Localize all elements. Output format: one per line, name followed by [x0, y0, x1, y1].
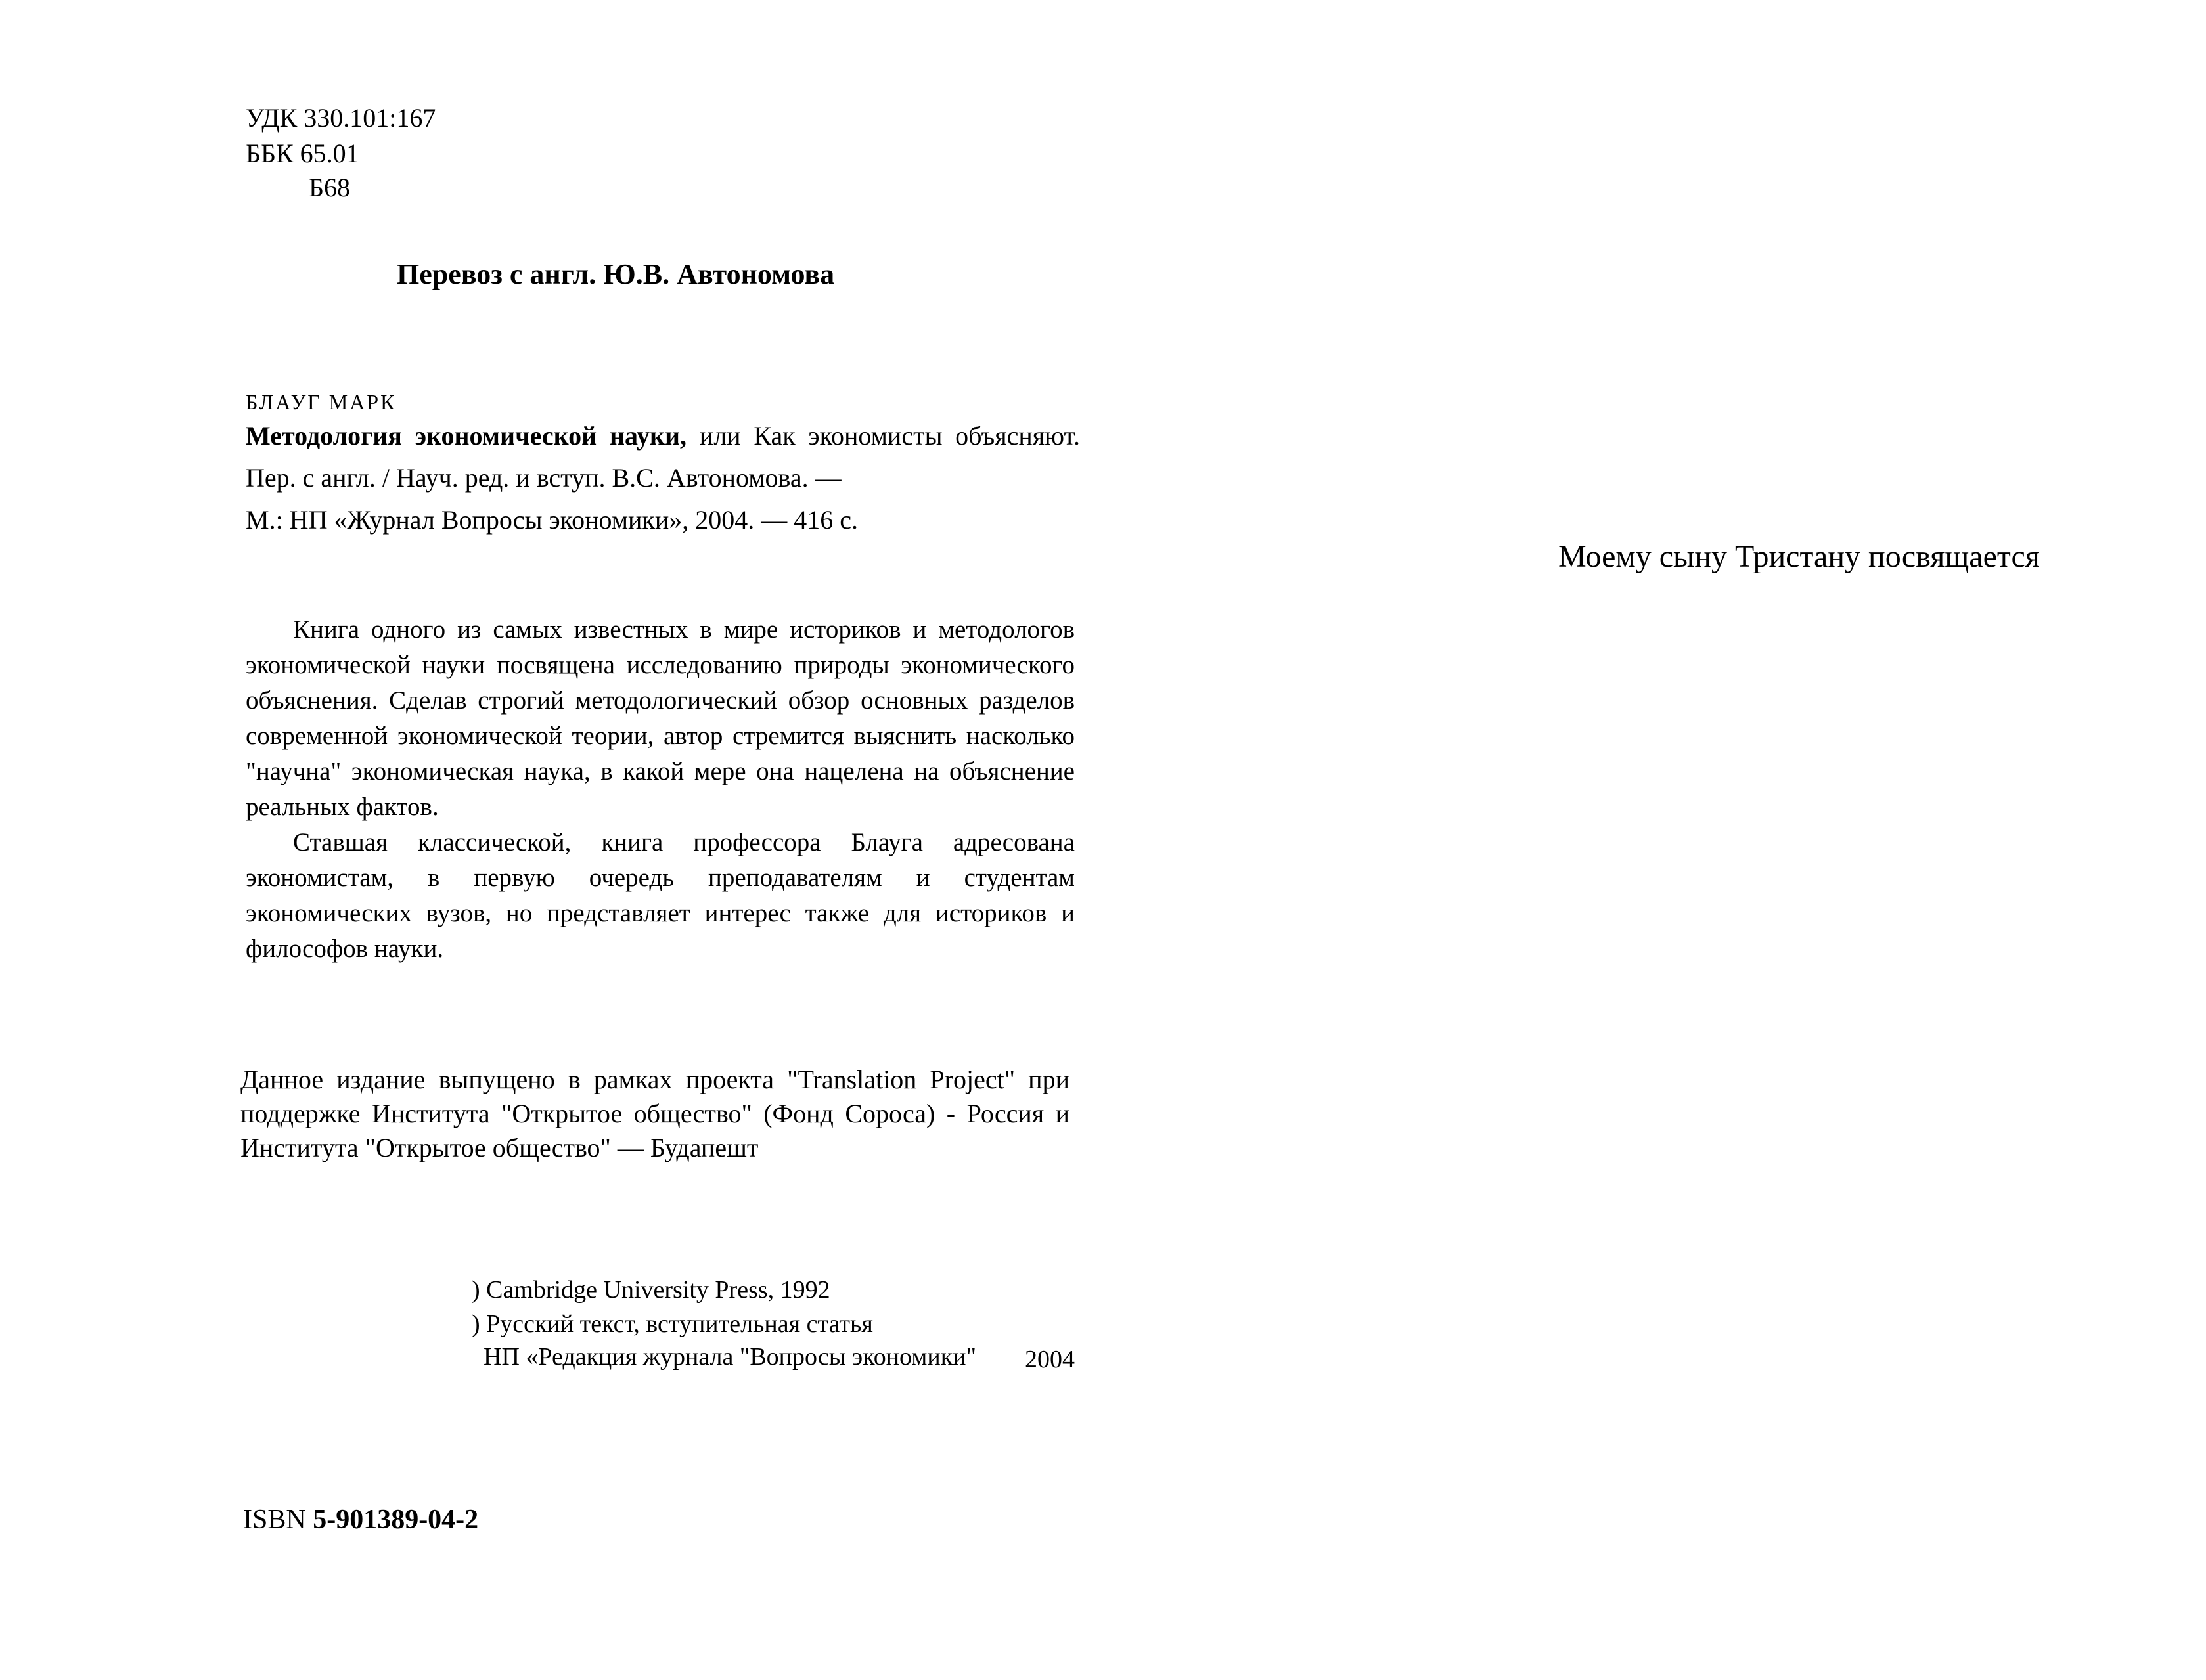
support-note: Данное издание выпущено в рамках проекта "Translation Project" при поддержке Института "Открытое общество" (Фонд Сороса) - Россия и Института "Открытое общество" — Будапешт — [240, 1065, 1069, 1162]
copyright-line: ) Cambridge University Press, 1992 — [472, 1276, 830, 1304]
isbn — [243, 1504, 478, 1536]
udk-code: УДК 330.101:167 — [246, 103, 436, 133]
annotation-paragraph: Книга одного из самых известных в мире историков и методологов экономической науки посвящена исследованию природы экономического объяснения. Сделав строгий методологический обзор основных разделов современной экономической теории, автор стремится выяснить насколько "научна" экономическая наука, в какой мере она нацелена на объяснение реальных фактов. — [246, 615, 1075, 821]
annotation — [246, 612, 1075, 967]
bibliographic-record — [246, 415, 1080, 541]
book-subtitle: или Как экономисты объясняют. Пер. с англ. / Науч. ред. и вступ. В.С. Автономова. — — [246, 421, 1081, 493]
copyright-line: НП «Редакция журнала "Вопросы экономики" — [484, 1343, 976, 1371]
isbn-label: ISBN — [243, 1505, 306, 1535]
copyright-year: 2004 — [1025, 1346, 1075, 1373]
copyright-line: ) Русский текст, вступительная статья — [472, 1310, 873, 1338]
translation-credit: Перевоз с англ. Ю.В. Автономова — [397, 258, 835, 290]
cutter-mark: Б68 — [309, 173, 350, 202]
book-imprint: М.: НП «Журнал Вопросы экономики», 2004. — 416 с. — [246, 505, 859, 535]
annotation-paragraph: Ставшая классической, книга профессора Блауга адресована экономистам, в первую очередь преподавателям и студентам экономических вузов, но представляет интерес также для историков и философов науки. — [246, 828, 1075, 963]
dedication: Моему сыну Тристану посвящается — [1558, 539, 2040, 574]
isbn-number: 5-901389-04-2 — [313, 1505, 479, 1535]
author-heading: БЛАУГ МАРК — [246, 390, 397, 414]
bbk-code: ББК 65.01 — [246, 139, 359, 168]
book-title: Методология экономической науки, — [246, 421, 687, 451]
